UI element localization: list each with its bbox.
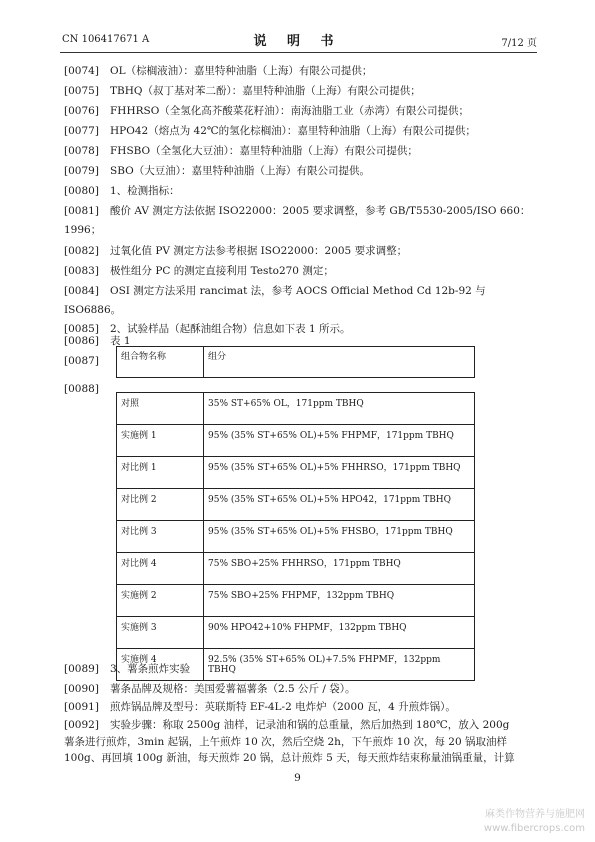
paragraph (64, 144, 418, 158)
table-row (117, 617, 475, 649)
paragraph-text: TBHQ（叔丁基对苯二酚）：嘉里特种油脂（上海）有限公司提供； (110, 85, 421, 97)
composition-table (116, 392, 475, 681)
paragraph-number: [0089] (64, 663, 99, 675)
cell-composition-name: 实施例 4 (117, 649, 204, 681)
paragraph-text: 表 1 (110, 335, 131, 347)
header-cell-name: 组合物名称 (117, 347, 204, 378)
paragraph-text: OL（棕榈液油）：嘉里特种油脂（上海）有限公司提供； (110, 65, 373, 77)
paragraph-text: 实验步骤：称取 2500g 油样，记录油和锅的总重量，然后加热到 180℃，放入 200g (110, 719, 510, 731)
paragraph (64, 184, 180, 198)
paragraph-number: [0077] (64, 125, 99, 137)
paragraph-number: [0088] (64, 383, 99, 395)
cell-composition-name: 实施例 3 (117, 617, 204, 649)
paragraph-text: SBO（大豆油）：嘉里特种油脂（上海）有限公司提供。 (110, 165, 370, 177)
paragraph-text: 煎炸锅品牌及型号：英联斯特 EF-4L-2 电炸炉（2000 瓦，4 升煎炸锅）。 (110, 701, 456, 713)
paragraph-number: [0080] (64, 185, 99, 197)
table-row (117, 425, 475, 457)
table-header-row (117, 347, 475, 378)
cell-composition-components: 95% (35% ST+65% OL)+5% FHHRSO，171ppm TBHQ (204, 457, 475, 489)
paragraph-text: FHHRSO（全氢化高芥酸菜花籽油）：南海油脂工业（赤湾）有限公司提供； (110, 105, 470, 117)
paragraph-number: [0092] (64, 719, 99, 731)
paragraph-number: [0087] (64, 355, 99, 367)
table-row (117, 393, 475, 425)
paragraph-text: 2、试验样品（起酥油组合物）信息如下表 1 所示。 (110, 323, 351, 335)
paragraph (64, 204, 530, 218)
paragraph-text: 过氧化值 PV 测定方法参考根据 ISO22000：2005 要求调整； (110, 245, 408, 257)
paragraph-text: 极性组分 PC 的测定直接利用 Testo270 测定； (110, 265, 334, 277)
paragraph-text: 1、检测指标： (110, 185, 180, 197)
paragraph (64, 682, 356, 696)
paragraph-number: [0079] (64, 165, 99, 177)
table-row (117, 457, 475, 489)
cell-composition-components: 35% ST+65% OL，171ppm TBHQ (204, 393, 475, 425)
cell-composition-components: 75% SBO+25% FHHRSO，171ppm TBHQ (204, 553, 475, 585)
cell-composition-components: 75% SBO+25% FHPMF，132ppm TBHQ (204, 585, 475, 617)
paragraph-text: 薯条品牌及规格：美国爱薯福薯条（2.5 公斤 / 袋）。 (110, 683, 356, 695)
cell-composition-name: 对比例 3 (117, 521, 204, 553)
paragraph-continuation: 100g、再回填 100g 新油，每天煎炸 20 锅，总计煎炸 5 天，每天煎炸结束称量油锅重量，计算 (64, 752, 515, 764)
paragraph-text: FHSBO（全氢化大豆油）：嘉里特种油脂（上海）有限公司提供； (110, 145, 418, 157)
paragraph (64, 264, 334, 278)
paragraph-continuation: 薯条进行煎炸，3min 起锅，上午煎炸 10 次，然后空烧 2h，下午煎炸 10 次，每 20 锅取油样 (64, 736, 507, 748)
header-cell-composition: 组分 (204, 347, 475, 378)
paragraph-number: [0074] (64, 65, 99, 77)
paragraph-number: [0085] (64, 323, 99, 335)
page-number: 9 (294, 772, 301, 784)
cell-composition-components: 92.5% (35% ST+65% OL)+7.5% FHPMF，132ppm TBHQ (204, 649, 475, 681)
paragraph (64, 662, 190, 676)
paragraph-number: [0084] (64, 285, 99, 297)
paragraph (64, 104, 469, 118)
watermark-url: www.fibercrops.com (483, 823, 585, 834)
paragraph-text: 3、薯条煎炸实验 (110, 663, 191, 675)
table-row (117, 553, 475, 585)
cell-composition-components: 95% (35% ST+65% OL)+5% HPO42，171ppm TBHQ (204, 489, 475, 521)
paragraph-number: [0082] (64, 245, 99, 257)
table-row (117, 585, 475, 617)
paragraph-number: [0075] (64, 85, 99, 97)
paragraph (64, 284, 486, 298)
watermark (484, 808, 585, 836)
table-row (117, 489, 475, 521)
paragraph-number: [0081] (64, 205, 99, 217)
paragraph-number: [0086] (64, 335, 99, 347)
table-header-block (116, 346, 475, 378)
paragraph (64, 354, 104, 368)
paragraph-text: HPO42（熔点为 42℃的氢化棕榈油）：嘉里特种油脂（上海）有限公司提供； (110, 125, 476, 137)
cell-composition-components: 90% HPO42+10% FHPMF，132ppm TBHQ (204, 617, 475, 649)
cell-composition-components: 95% (35% ST+65% OL)+5% FHSBO，171ppm TBHQ (204, 521, 475, 553)
paragraph-continuation: 1996； (64, 224, 102, 236)
paragraph (64, 84, 421, 98)
patent-number: CN 106417671 A (62, 34, 150, 45)
paragraph-number: [0091] (64, 701, 99, 713)
paragraph (64, 64, 372, 78)
paragraph-text: 酸价 AV 测定方法依据 ISO22000：2005 要求调整，参考 GB/T5530-2005/ISO 660： (110, 205, 531, 217)
paragraph (64, 700, 456, 714)
watermark-line: 麻类作物营养与施肥网 (485, 809, 585, 820)
cell-composition-name: 对照 (117, 393, 204, 425)
paragraph-number: [0083] (64, 265, 99, 277)
header-rule (60, 52, 537, 53)
document-title: 说 明 书 (253, 34, 342, 49)
cell-composition-name: 对比例 2 (117, 489, 204, 521)
paragraph-number: [0090] (64, 683, 99, 695)
paragraph (64, 382, 104, 396)
paragraph (64, 124, 476, 138)
table-row (117, 521, 475, 553)
paragraph (64, 244, 407, 258)
paragraph-text: OSI 测定方法采用 rancimat 法，参考 AOCS Official Method Cd 12b-92 与 (110, 285, 486, 297)
page-indicator: 7/12 页 (501, 38, 537, 49)
cell-composition-components: 95% (35% ST+65% OL)+5% FHPMF，171ppm TBHQ (204, 425, 475, 457)
paragraph-continuation: ISO6886。 (64, 304, 122, 316)
paragraph (64, 718, 509, 732)
cell-composition-name: 对比例 1 (117, 457, 204, 489)
cell-composition-name: 实施例 2 (117, 585, 204, 617)
paragraph (64, 164, 370, 178)
paragraph-number: [0078] (64, 145, 99, 157)
cell-composition-name: 对比例 4 (117, 553, 204, 585)
paragraph-number: [0076] (64, 105, 99, 117)
cell-composition-name: 实施例 1 (117, 425, 204, 457)
